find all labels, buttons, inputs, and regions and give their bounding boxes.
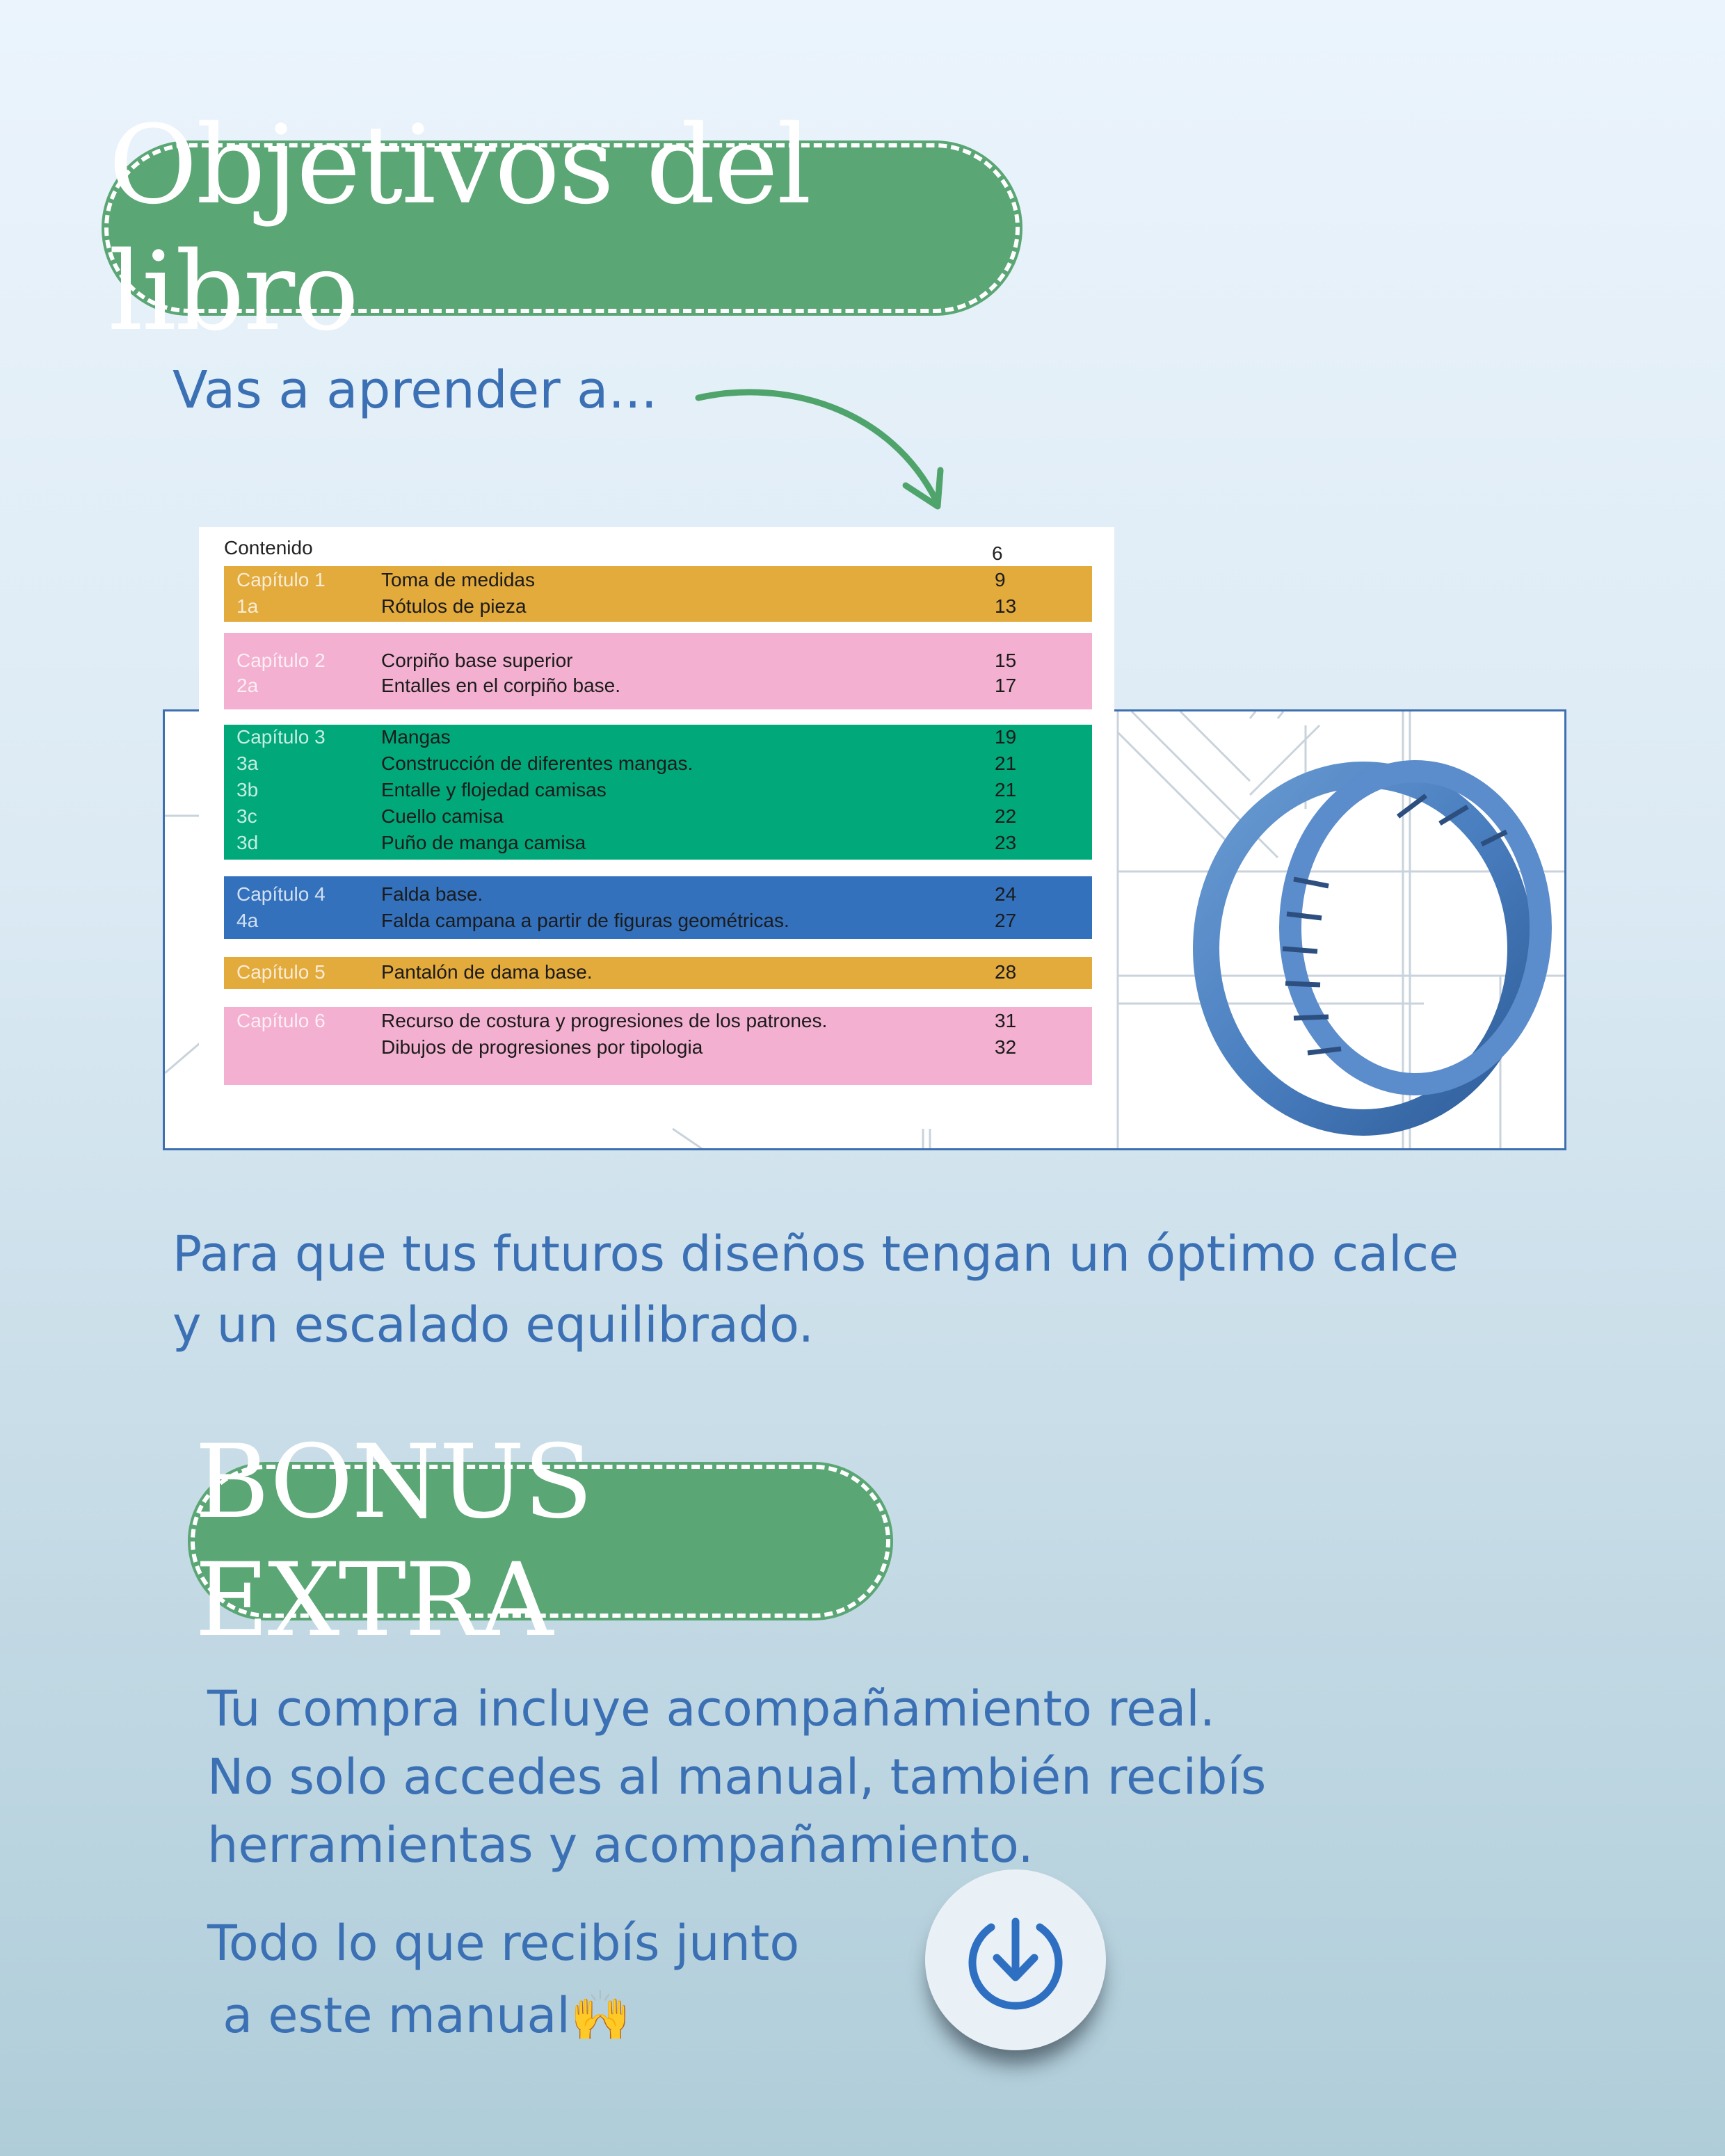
chapter-label: Capítulo 4 bbox=[236, 883, 326, 905]
toc-section-1 bbox=[224, 566, 1092, 622]
toc-section-4 bbox=[224, 876, 1092, 939]
chapter-label: Capítulo 3 bbox=[236, 726, 326, 748]
chapter-label: 3a bbox=[236, 753, 259, 774]
bonus-line-3: herramientas y acompañamiento. bbox=[207, 1817, 1034, 1874]
chapter-label: Capítulo 2 bbox=[236, 650, 326, 671]
list-item bbox=[224, 595, 1092, 622]
table-of-contents bbox=[199, 527, 1114, 1097]
chapter-page: 31 bbox=[995, 1010, 1017, 1031]
toc-section-6 bbox=[224, 1007, 1092, 1085]
chapter-label: 3d bbox=[236, 832, 259, 853]
toc-heading-page: 6 bbox=[992, 542, 1003, 564]
chapter-page: 27 bbox=[995, 910, 1017, 931]
chapter-page: 21 bbox=[995, 779, 1017, 801]
chapter-page: 32 bbox=[995, 1036, 1017, 1058]
chapter-title: Entalles en el corpiño base. bbox=[381, 675, 620, 696]
list-item bbox=[224, 779, 1092, 805]
closing-line-2-text: a este manual bbox=[207, 1987, 570, 2044]
chapter-title: Puño de manga camisa bbox=[381, 832, 586, 853]
list-item bbox=[224, 726, 1092, 753]
chapter-title: Pantalón de dama base. bbox=[381, 961, 593, 983]
list-item bbox=[224, 753, 1092, 779]
list-item bbox=[224, 1036, 1092, 1063]
bonus-line-1: Tu compra incluye acompañamiento real. bbox=[207, 1680, 1215, 1737]
chapter-title: Falda campana a partir de figuras geométricas. bbox=[381, 910, 789, 931]
chapter-page: 23 bbox=[995, 832, 1017, 853]
chapter-page: 21 bbox=[995, 753, 1017, 774]
chapter-title: Falda base. bbox=[381, 883, 483, 905]
title-badge bbox=[104, 102, 1020, 355]
chapter-label: 2a bbox=[236, 675, 259, 696]
toc-section-2 bbox=[224, 633, 1092, 709]
chapter-page: 13 bbox=[995, 595, 1017, 617]
chapter-label: 3b bbox=[236, 779, 259, 801]
toc-heading: Contenido bbox=[224, 537, 313, 558]
chapter-page: 24 bbox=[995, 883, 1017, 905]
download-button[interactable] bbox=[925, 1869, 1106, 2050]
list-item bbox=[224, 675, 1092, 701]
list-item bbox=[224, 805, 1092, 832]
chapter-label: 4a bbox=[236, 910, 259, 931]
chapter-title: Cuello camisa bbox=[381, 805, 504, 827]
closing-line-2 bbox=[207, 1979, 799, 2052]
raised-hands-icon: 🙌 bbox=[570, 1987, 632, 2044]
list-item bbox=[224, 569, 1092, 595]
chapter-label: Capítulo 5 bbox=[236, 961, 326, 983]
purpose-text bbox=[172, 1218, 1459, 1360]
chapter-page: 28 bbox=[995, 961, 1017, 983]
bonus-badge bbox=[191, 1423, 890, 1659]
chapter-title: Mangas bbox=[381, 726, 451, 748]
chapter-label: 1a bbox=[236, 595, 259, 617]
chapter-title: Construcción de diferentes mangas. bbox=[381, 753, 693, 774]
chapter-page: 17 bbox=[995, 675, 1017, 696]
chapter-page: 15 bbox=[995, 650, 1017, 671]
ring-logo-icon bbox=[1189, 740, 1565, 1143]
purpose-line-1: Para que tus futuros diseños tengan un óptimo calce bbox=[172, 1225, 1459, 1282]
intro-text: Vas a aprender a... bbox=[172, 360, 658, 420]
bonus-text bbox=[207, 1675, 1266, 1879]
chapter-page: 9 bbox=[995, 569, 1006, 590]
curved-arrow-icon bbox=[689, 381, 953, 520]
bonus-line-2: No solo accedes al manual, también recibís bbox=[207, 1748, 1267, 1805]
chapter-title: Recurso de costura y progresiones de los patrones. bbox=[381, 1010, 828, 1031]
download-icon bbox=[963, 1908, 1068, 2012]
list-item bbox=[224, 910, 1092, 936]
list-item bbox=[224, 832, 1092, 858]
page-title: Objetivos del libro bbox=[109, 102, 810, 355]
list-item bbox=[224, 883, 1092, 910]
toc-section-5 bbox=[224, 957, 1092, 989]
chapter-label: Capítulo 6 bbox=[236, 1010, 326, 1031]
purpose-line-2: y un escalado equilibrado. bbox=[172, 1296, 815, 1353]
chapter-page: 19 bbox=[995, 726, 1017, 748]
list-item bbox=[224, 961, 1092, 988]
chapter-title: Dibujos de progresiones por tipologia bbox=[381, 1036, 703, 1058]
list-item bbox=[224, 1010, 1092, 1036]
closing-text bbox=[207, 1907, 799, 2052]
chapter-title: Corpiño base superior bbox=[381, 650, 573, 671]
chapter-title: Entalle y flojedad camisas bbox=[381, 779, 607, 801]
chapter-title: Rótulos de pieza bbox=[381, 595, 527, 617]
chapter-label: Capítulo 1 bbox=[236, 569, 326, 590]
chapter-page: 22 bbox=[995, 805, 1017, 827]
list-item bbox=[224, 650, 1092, 676]
chapter-title: Toma de medidas bbox=[381, 569, 536, 590]
closing-line-1: Todo lo que recibís junto bbox=[207, 1915, 800, 1972]
toc-section-3 bbox=[224, 725, 1092, 860]
bonus-title: BONUS EXTRA bbox=[195, 1423, 592, 1659]
chapter-label: 3c bbox=[236, 805, 257, 827]
